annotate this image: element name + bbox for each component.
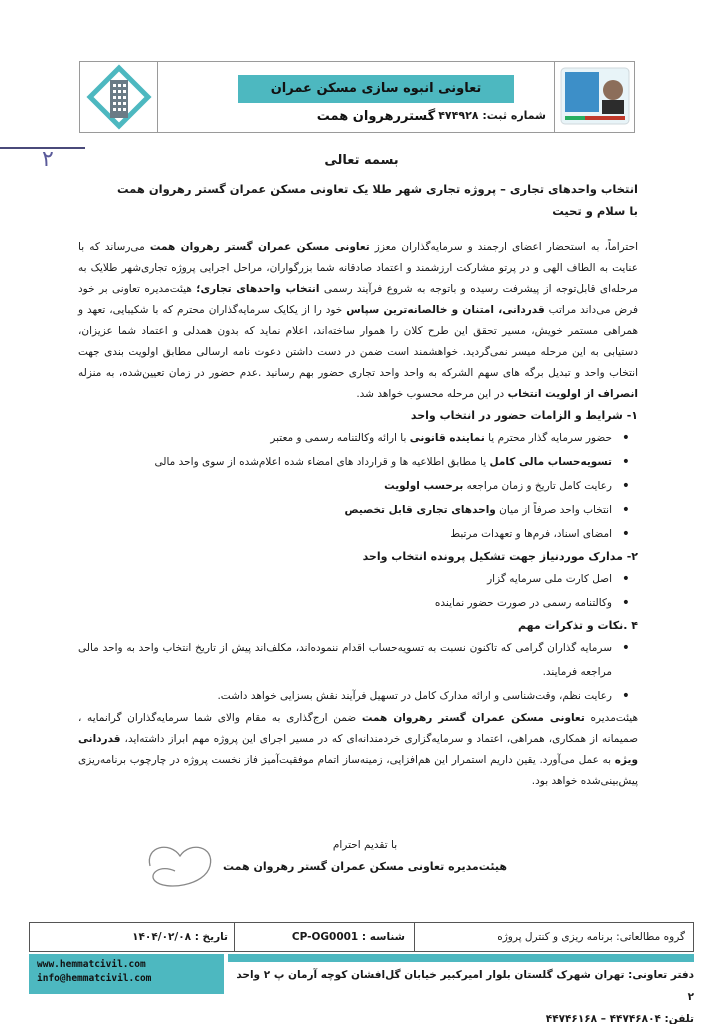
intro-emphasis: انتخاب واحدهای تجاری؛ — [196, 283, 320, 295]
portrait-badge — [554, 62, 634, 132]
intro-text: هیئت‌مدیره تعاونی بر خود فرض می‌داند مراتب — [78, 283, 638, 316]
bismillah-heading: بسمه تعالی — [324, 153, 399, 168]
list-item: • اصل کارت ملی سرمایه گزار — [78, 567, 638, 591]
handwritten-signature — [140, 836, 220, 896]
closing-paragraph: هیئت‌مدیره تعاونی مسکن عمران گستر رهروان همت ضمن ارج‌گذاری به مقام والای شما سرمایه‌گذاران گرانمایه ، صمیمانه از همکاری، همراهی، اعتماد و سرمایه‌گزاری خردمندانه‌ای که در مسیر اجرای این پروژه مهم ابراز داشته‌اید، قدردانی ویژه به عمل می‌آورد. یقین داریم استمرار این هم‌افزایی، زمینه‌ساز اتمام موفقیت‌آمیز فاز نخست پروژه در چارچوب برنامه‌ریزی پیش‌بینی‌شده خواهد بود. — [78, 712, 639, 787]
intro-emphasis: انصراف از اولویت انتخاب — [507, 388, 638, 400]
requirements-list — [78, 426, 638, 546]
documents-list — [78, 567, 638, 615]
section-title: ۴ .نکات و تذکرات مهم — [517, 619, 638, 632]
website-link[interactable]: www.hemmatcivil.com — [37, 959, 146, 970]
office-address-block — [234, 964, 694, 1024]
regards-text: با تقدیم احترام — [332, 839, 398, 851]
list-item: • سرمایه گذاران گرامی که تاکنون نسبت به تسویه‌حساب اقدام ننموده‌اند، مکلف‌اند پیش از تاریخ انتخاب واحد به واحد مالی مراجعه فرمایند. — [78, 636, 638, 684]
letterhead — [79, 61, 635, 133]
list-item: • رعایت نظم، وقت‌شناسی و ارائه مدارک کامل در تسهیل فرآیند نقش بسزایی خواهد داشت. — [78, 684, 638, 708]
intro-paragraph — [78, 237, 638, 405]
document-info-bar — [29, 922, 694, 952]
list-item: • امضای اسناد، فرم‌ها و تعهدات مرتبط — [78, 522, 638, 546]
department: گروه مطالعاتی: برنامه ریزی و کنترل پروژه — [497, 931, 685, 943]
email-link[interactable]: info@hemmatcivil.com — [37, 973, 152, 984]
letter-subject — [78, 178, 638, 222]
intro-emphasis: قدردانی، امتنان و خالصانه‌ترین سپاس — [346, 304, 545, 316]
list-item: • تسویه‌حساب مالی کامل یا مطابق اطلاعیه ها و قرارداد های امضاء شده اعلام‌شده از سوی واحد مالی — [78, 450, 638, 474]
intro-text: در این مرحله محسوب خواهد شد. — [356, 388, 508, 400]
intro-text: می‌رساند که با عنایت به الطاف الهی و در پرتو مشارکت ارزشمند و اعتماد صادقانه شما بزرگواران، مراحل اجرایی پروژه تجاری‌شهر طلایک به مرحله‌ای قابل‌توجه از پیشرفت رسیده و باتوجه به شروع فرآیند رسمی — [78, 241, 638, 295]
footer-accent-strip — [228, 954, 694, 962]
page-number: ۲ — [42, 147, 54, 172]
greeting: با سلام و تحیت — [552, 204, 638, 218]
list-item: • وکالتنامه رسمی در صورت حضور نماینده — [78, 591, 638, 615]
signature-block — [200, 834, 530, 878]
letter-body — [78, 237, 638, 792]
registration-number: شماره ثبت: ۴۷۴۹۲۸ — [438, 109, 546, 122]
subject-line: انتخاب واحدهای تجاری – پروژه تجاری شهر طلا یک تعاونی مسکن عمران گستر رهروان همت — [117, 182, 638, 196]
intro-text: احتراماً، به استحضار اعضای ارجمند و سرمایه‌گذاران معزز — [369, 241, 639, 253]
contact-web — [29, 954, 224, 994]
list-item: • حضور سرمایه گذار محترم یا نماینده قانونی با ارائه وکالتنامه رسمی و معتبر — [78, 426, 638, 450]
signer-name: هیئت‌مدیره تعاونی مسکن عمران گستر رهروان همت — [223, 860, 507, 873]
company-name: تعاونی انبوه سازی مسکن عمران گستررهروان همت — [238, 75, 514, 103]
office-address: دفتر تعاونی: تهران شهرک گلستان بلوار امیرکبیر خیابان گل‌افشان کوچه آرمان پ ۲ واحد ۲ — [236, 969, 694, 1003]
intro-emphasis: تعاونی مسکن عمران گستر رهروان همت — [149, 241, 370, 253]
section-title: ۲- مدارک موردنیاز جهت تشکیل پرونده انتخاب واحد — [362, 550, 638, 563]
section-title: ۱- شرایط و الزامات حضور در انتخاب واحد — [410, 409, 638, 422]
company-logo — [80, 62, 158, 132]
document-id: CP-OG0001 شناسه : — [291, 931, 405, 943]
list-item: • رعایت کامل تاریخ و زمان مراجعه برحسب اولویت — [78, 474, 638, 498]
notes-list — [78, 636, 638, 708]
list-item: • انتخاب واحد صرفاً از میان واحدهای تجاری قابل تخصیص — [78, 498, 638, 522]
document-date: ۱۴۰۴/۰۲/۰۸ تاریخ : — [132, 931, 228, 943]
phone-numbers: تلفن: ۴۴۷۴۶۸۰۴ – ۴۴۷۴۶۱۶۸ — [545, 1013, 694, 1024]
intro-text: خود را از یکایک سرمایه‌گذاران محترم که با شکیبایی، تعهد و همراهی مستمر خویش، مسیر تحقق این طرح کلان را هموار ساخته‌اند، اعلام نماید که بدون همدلی و اعتماد شما عزیزان، دستیابی به این مرحله میسر نمی‌گردید. خواهشمند است ضمن در دست داشتن دعوت نامه ارسالی مطابق اولویت بندی جهت انتخاب واحد و تبدیل برگه های سهم الشرکه به واحد واحد تجاری حضور بهم رسانید .عدم حضور در زمان تعیین‌شده، به منزله — [78, 304, 638, 379]
